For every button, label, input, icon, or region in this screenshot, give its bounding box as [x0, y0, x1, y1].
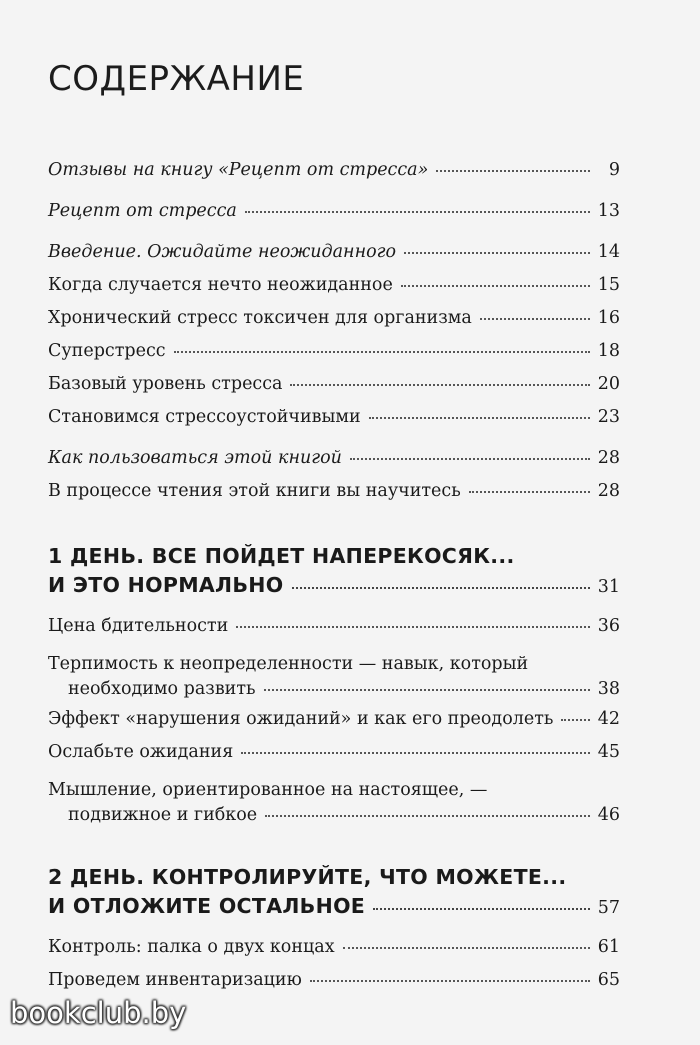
toc-entry-title: Цена бдительности: [48, 616, 229, 636]
toc-entry[interactable]: [48, 374, 620, 407]
dot-leader: [404, 251, 590, 254]
toc-entry[interactable]: [48, 275, 620, 308]
toc-page-number: 31: [597, 577, 620, 597]
chapter-title-line2: И ЭТО НОРМАЛЬНО: [48, 573, 284, 597]
toc-page-number: 45: [597, 742, 620, 762]
dot-leader: [436, 169, 590, 172]
toc-page-number: 20: [597, 374, 620, 394]
dot-leader: [292, 586, 590, 589]
toc-entry-title: Эффект «нарушения ожиданий» и как его преодолеть: [48, 709, 554, 729]
toc-entry-title-line2: подвижное и гибкое: [68, 805, 258, 825]
toc-page-number: 9: [608, 160, 620, 180]
chapter-heading[interactable]: [48, 861, 620, 927]
chapter-title-line1: 2 ДЕНЬ. КОНТРОЛИРУЙТЕ, ЧТО МОЖЕТЕ...: [48, 865, 567, 889]
toc-page-number: 28: [597, 448, 620, 468]
dot-leader: [241, 751, 589, 754]
toc-entry[interactable]: [48, 742, 620, 775]
toc-entry-title: Отзывы на книгу «Рецепт от стресса»: [48, 160, 429, 180]
toc-entry-title: Хронический стресс токсичен для организма: [48, 308, 472, 328]
toc-entry[interactable]: [48, 308, 620, 341]
dot-leader: [310, 979, 590, 982]
page-title: СОДЕРЖАНИЕ: [48, 58, 305, 99]
toc-entry-title: Становимся стрессоустойчивыми: [48, 407, 361, 427]
dot-leader: [264, 688, 590, 691]
toc-entry-title: Проведем инвентаризацию: [48, 970, 302, 990]
chapter-heading[interactable]: [48, 540, 620, 606]
toc-entry-title: Как пользоваться этой книгой: [48, 448, 342, 468]
dot-leader: [369, 416, 590, 419]
toc-entry-title: Введение. Ожидайте неожиданного: [48, 242, 397, 262]
toc-entry-title: Контроль: палка о двух концах: [48, 937, 335, 957]
chapter-title-line1: 1 ДЕНЬ. ВСЕ ПОЙДЕТ НАПЕРЕКОСЯК...: [48, 544, 515, 568]
toc-page-number: 57: [597, 898, 620, 918]
toc-entry[interactable]: [48, 407, 620, 440]
toc-page-number: 23: [597, 407, 620, 427]
toc-page-number: 42: [597, 709, 620, 729]
dot-leader: [373, 907, 590, 910]
toc-entry[interactable]: [48, 775, 620, 835]
toc-page-number: 28: [597, 481, 620, 501]
toc-entry[interactable]: [48, 481, 620, 514]
toc-page-number: 36: [597, 616, 620, 636]
dot-leader: [561, 718, 589, 721]
dot-leader: [469, 490, 590, 493]
toc-page-number: 38: [597, 679, 620, 699]
toc-page-number: 14: [597, 242, 620, 262]
toc-entry[interactable]: [48, 448, 620, 481]
toc-entry-title: Рецепт от стресса: [48, 201, 237, 221]
toc-entry-title: Ослабьте ожидания: [48, 742, 234, 762]
toc-entry-title-line2: необходимо развить: [68, 679, 256, 699]
dot-leader: [174, 350, 590, 353]
toc-page-number: 13: [597, 201, 620, 221]
toc-page-number: 65: [597, 970, 620, 990]
toc-entry[interactable]: [48, 341, 620, 374]
table-of-contents: [48, 160, 620, 1003]
watermark: bookclub.by: [10, 996, 187, 1030]
toc-entry[interactable]: [48, 709, 620, 742]
toc-page-number: 16: [597, 308, 620, 328]
dot-leader: [343, 946, 590, 949]
toc-entry-title: В процессе чтения этой книги вы научитесь: [48, 481, 461, 501]
dot-leader: [245, 210, 590, 213]
toc-entry[interactable]: [48, 649, 620, 709]
toc-entry[interactable]: [48, 937, 620, 970]
toc-entry-title-line1: Мышление, ориентированное на настоящее, —: [48, 780, 488, 800]
dot-leader: [236, 625, 589, 628]
toc-entry[interactable]: [48, 616, 620, 649]
toc-page-number: 15: [597, 275, 620, 295]
toc-entry[interactable]: [48, 201, 620, 234]
dot-leader: [401, 284, 590, 287]
toc-page-number: 18: [597, 341, 620, 361]
toc-entry-title: Когда случается нечто неожиданное: [48, 275, 393, 295]
dot-leader: [480, 317, 590, 320]
chapter-title-line2: И ОТЛОЖИТЕ ОСТАЛЬНОЕ: [48, 894, 366, 918]
dot-leader: [290, 383, 589, 386]
toc-page-number: 61: [597, 937, 620, 957]
toc-entry-title: Суперстресс: [48, 341, 166, 361]
toc-page-number: 46: [597, 805, 620, 825]
toc-entry-title-line1: Терпимость к неопределенности — навык, который: [48, 654, 529, 674]
toc-entry-title: Базовый уровень стресса: [48, 374, 283, 394]
toc-entry[interactable]: [48, 242, 620, 275]
toc-entry[interactable]: [48, 160, 620, 193]
dot-leader: [265, 814, 590, 817]
dot-leader: [350, 457, 590, 460]
